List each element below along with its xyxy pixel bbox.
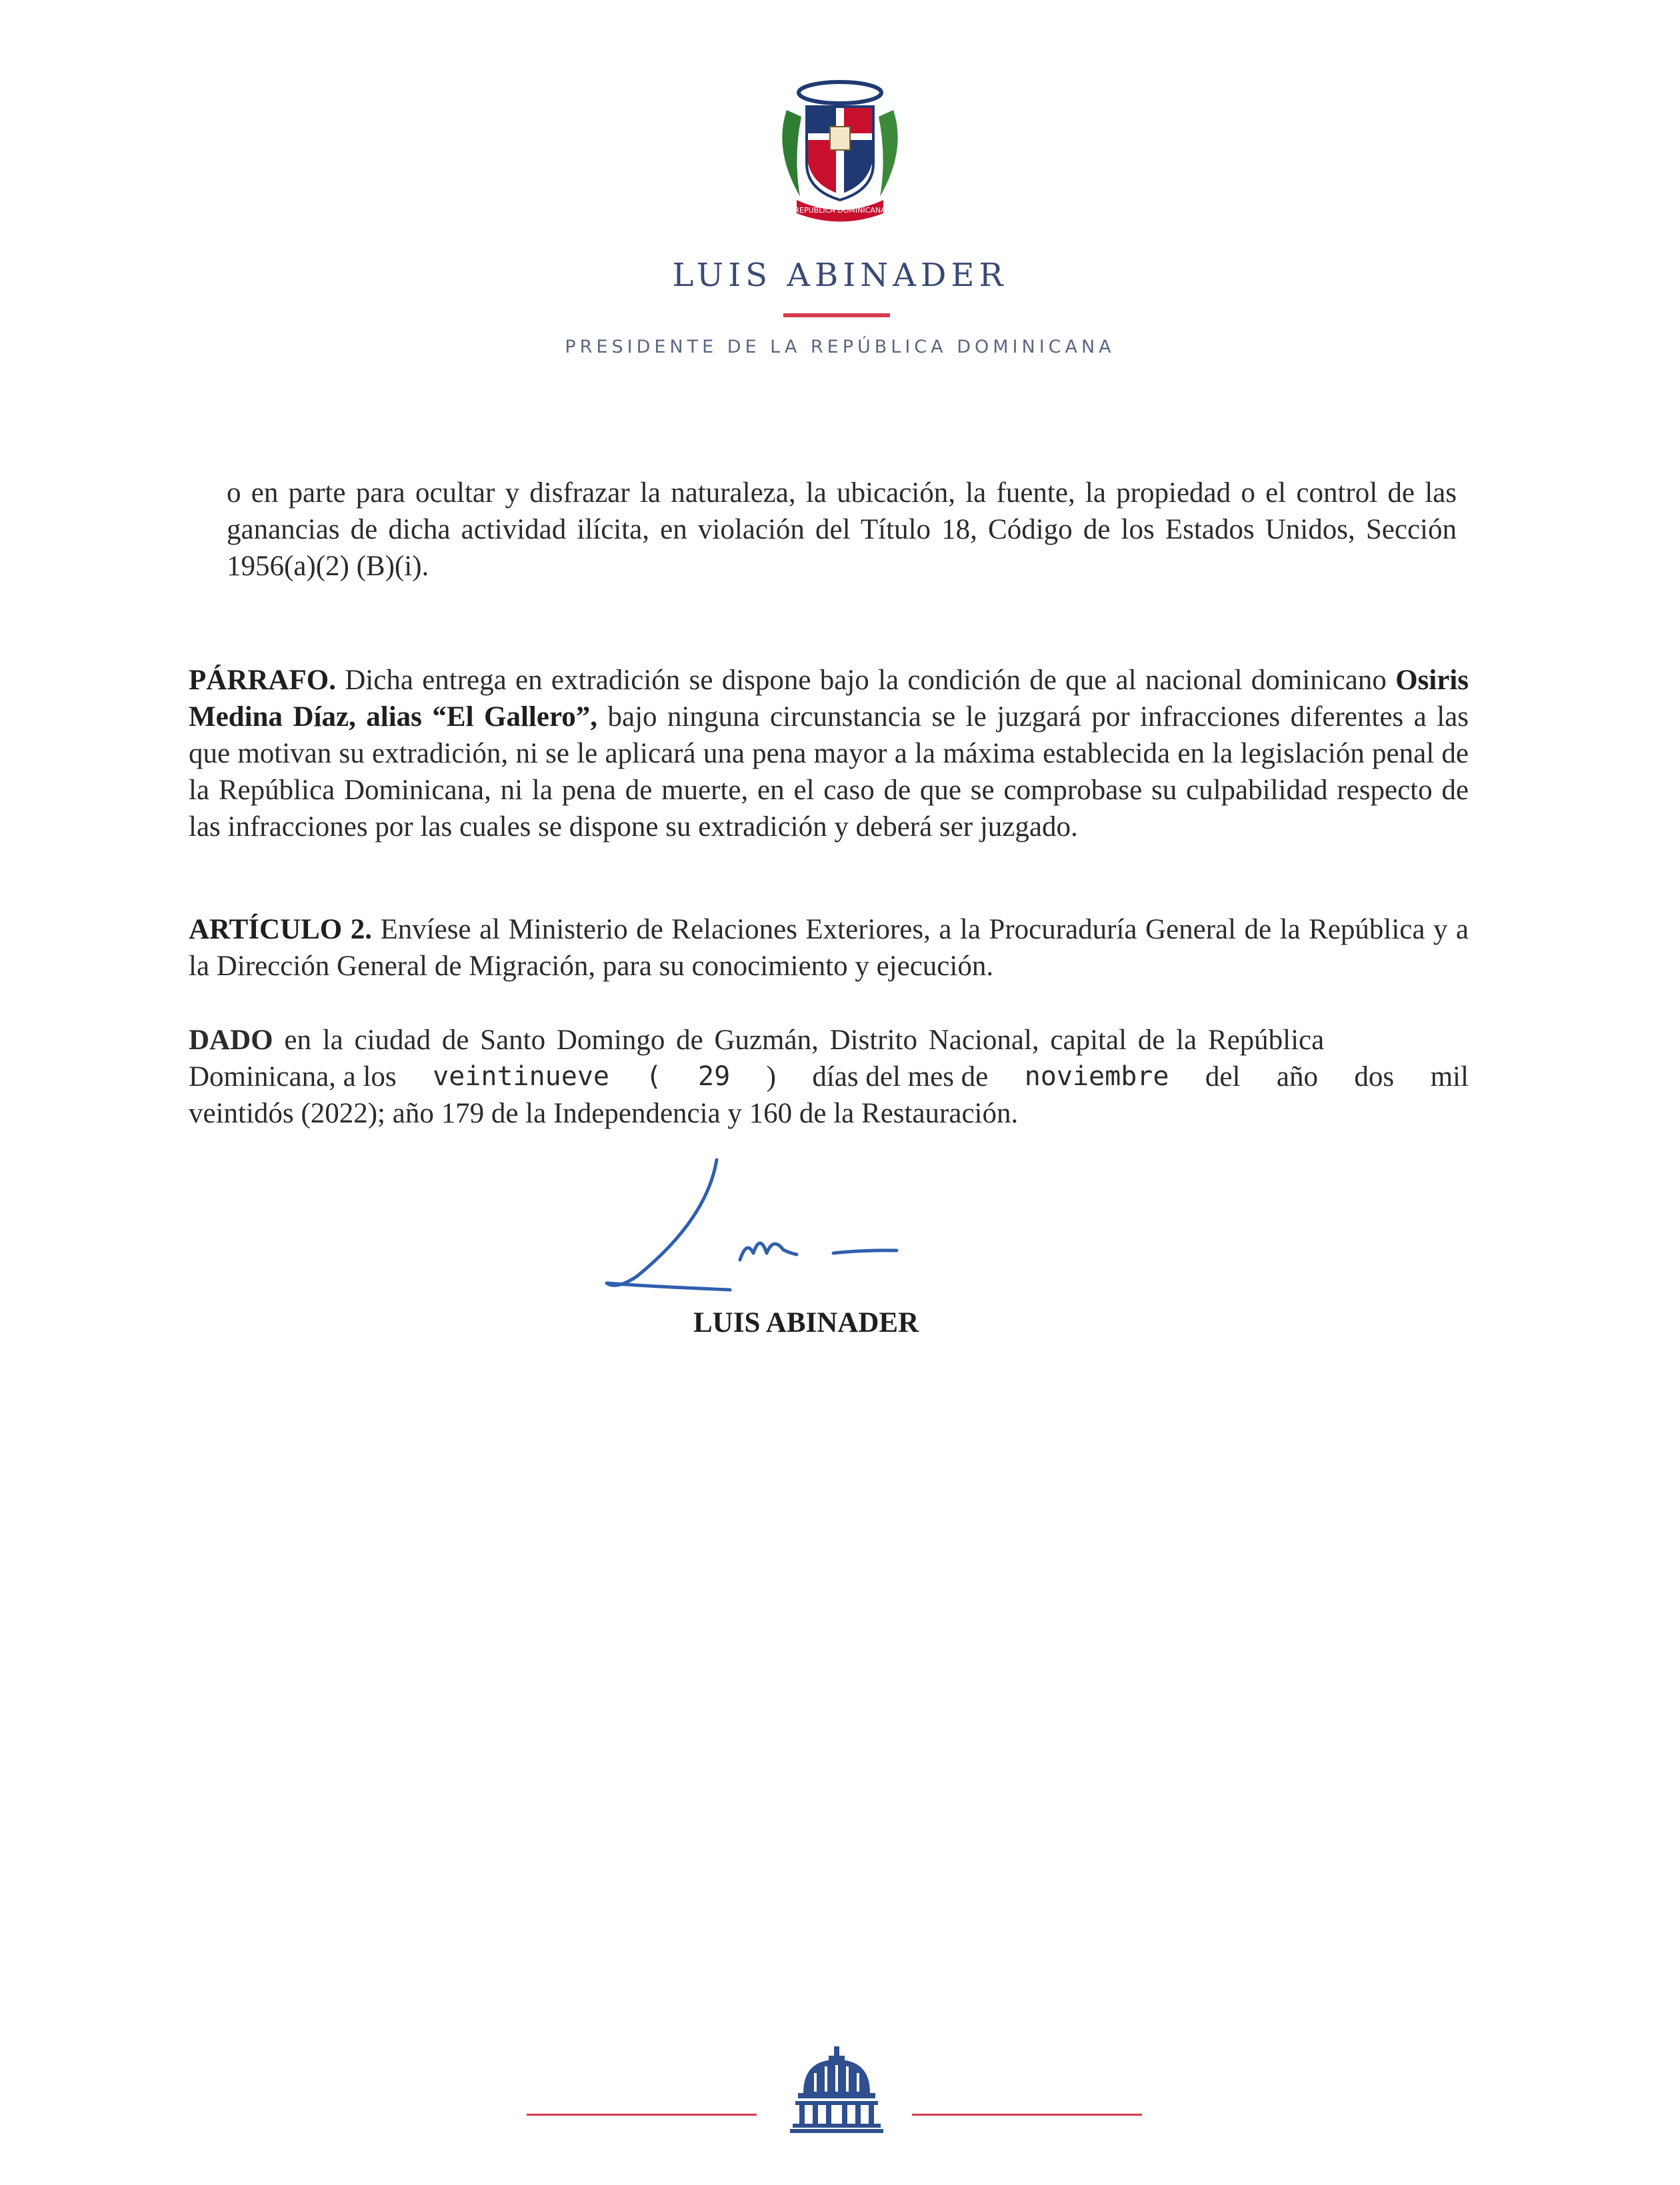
day-number: 29 <box>697 1061 731 1092</box>
article-text: Envíese al Ministerio de Relaciones Exteriores, a la Procuraduría General de la República y a la Dirección General de Migración, para su conocimiento y ejecución. <box>189 914 1469 982</box>
paragraph-dado <box>189 1022 1469 1132</box>
dado-label: DADO <box>189 1025 273 1056</box>
dado-text: mil <box>1430 1061 1469 1092</box>
signer-name: LUIS ABINADER <box>693 1307 919 1338</box>
article-label: ARTÍCULO 2. <box>189 914 372 945</box>
footer-divider-right <box>912 2114 1142 2116</box>
header-title: PRESIDENTE DE LA REPÚBLICA DOMINICANA <box>565 337 1115 357</box>
header-divider <box>783 313 890 317</box>
dado-text: año <box>1276 1061 1318 1092</box>
dado-text: Dominicana, a los <box>189 1061 397 1092</box>
header-name: LUIS ABINADER <box>672 257 1008 294</box>
dado-line-3: veintidós (2022); año 179 de la Independencia y 160 de la Restauración. <box>189 1098 1019 1129</box>
dado-text: en la ciudad de Santo Domingo de Guzmán, Distrito Nacional, capital de la República <box>273 1025 1325 1056</box>
footer-divider-left <box>527 2114 757 2116</box>
svg-text:REPUBLICA DOMINICANA: REPUBLICA DOMINICANA <box>794 206 886 215</box>
dado-text: dos <box>1354 1061 1395 1092</box>
handwritten-signature <box>597 1153 943 1313</box>
dado-text: días del mes de <box>812 1061 989 1092</box>
paragraph-text: bajo ninguna circunstancia se le juzgará por infracciones diferentes a las que motivan su extradición, ni se le aplicará una pena mayor a la máxima establecida en la legislación penal de la República Dominicana, ni la pena de muerte, en el caso de que se comprobase su culpabilidad respecto de las infracciones por las cuales se dispone su extradición y deberá ser juzgado. <box>189 701 1469 843</box>
paragraph-continuation: o en parte para ocultar y disfrazar la naturaleza, la ubicación, la fuente, la propiedad o el control de las ganancias de dicha actividad ilícita, en violación del Título 18, Código de los Estados Unidos, Sección 1956(a)(2) (B)(i). <box>227 477 1457 582</box>
paragraph-articulo-2 <box>189 911 1469 985</box>
paragraph-text: Dicha entrega en extradición se dispone bajo la condición de que al nacional dominicano <box>335 665 1396 696</box>
extradited-name: Osiris Medina Díaz, alias “El Gallero”, <box>189 665 1469 733</box>
day-in-words: veintinueve <box>433 1061 610 1092</box>
national-palace-icon <box>790 2046 883 2133</box>
paragraph-label: PÁRRAFO. <box>189 665 336 696</box>
day-open-paren: ( <box>645 1061 662 1092</box>
paragraph-parrafo <box>189 662 1469 845</box>
day-close-paren: ) <box>766 1061 776 1092</box>
month: noviembre <box>1024 1061 1169 1092</box>
dado-line-2 <box>189 1059 1469 1095</box>
dado-line-1 <box>189 1022 1469 1059</box>
dado-text: del <box>1205 1061 1241 1092</box>
coat-of-arms-icon <box>760 70 920 230</box>
